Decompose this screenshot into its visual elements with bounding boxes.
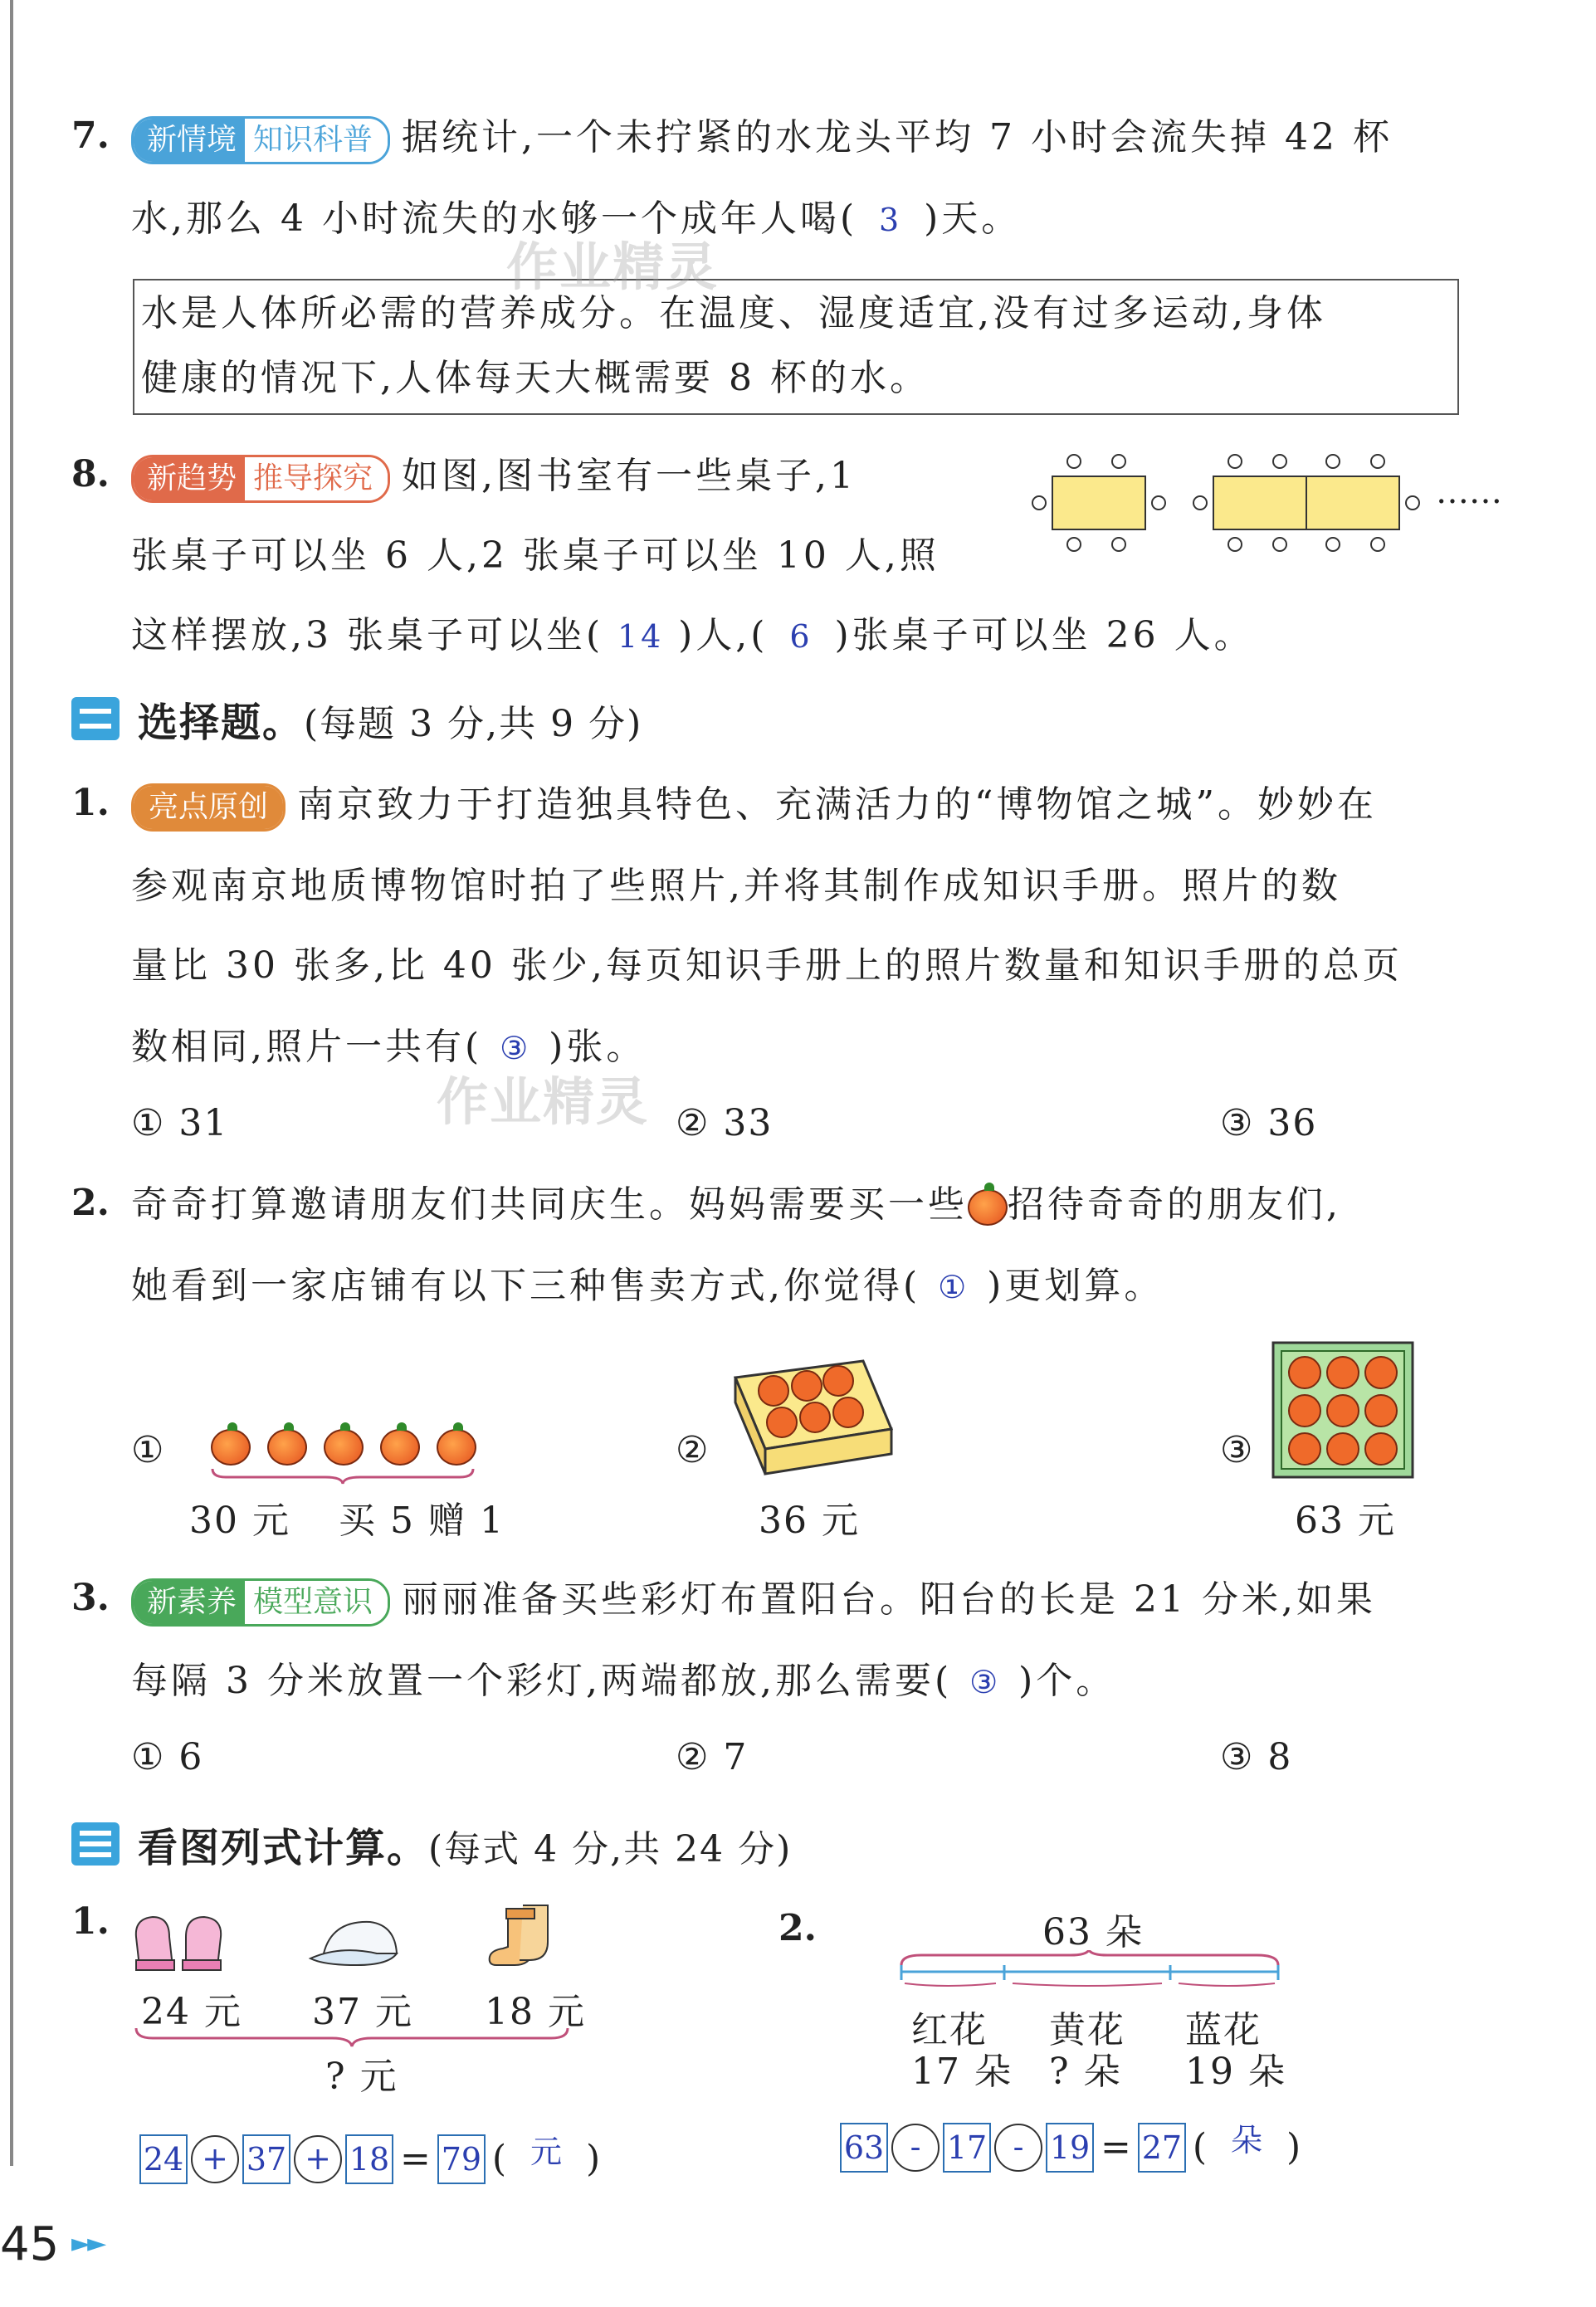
equation-1 xyxy=(139,2126,607,2184)
eq-box: 63 xyxy=(840,2123,888,2173)
question-text: 南京致力于打造独具特色、充满活力的“博物馆之城”。妙妙在 xyxy=(297,783,1378,826)
unit-answer: 朵 xyxy=(1231,2122,1263,2158)
question-text: 每隔 3 分米放置一个彩灯,两端都放,那么需要( xyxy=(131,1660,953,1702)
eq-operator: - xyxy=(994,2124,1042,2172)
value-red-flowers: 17 朵 xyxy=(911,2051,1013,2093)
page-number: 45 xyxy=(0,2217,60,2271)
eq-equals: = xyxy=(1101,2126,1131,2168)
question-text: )天。 xyxy=(924,198,1022,240)
tag-new-trend xyxy=(131,455,390,503)
question-text: 奇奇打算邀请朋友们共同庆生。妈妈需要买一些 xyxy=(131,1183,968,1226)
option-1: ① 6 xyxy=(131,1736,204,1778)
page-edge-line xyxy=(10,0,13,2166)
orange-icon xyxy=(380,1429,420,1466)
eq-box: 19 xyxy=(1046,2123,1094,2173)
two-tables xyxy=(1193,455,1419,551)
nine-orange-box xyxy=(1270,1339,1416,1480)
option-3: ③ 8 xyxy=(1220,1736,1293,1778)
question-text: 参观南京地质博物馆时拍了些照片,并将其制作成知识手册。照片的数 xyxy=(131,865,1341,907)
tag-label: 新情境 xyxy=(134,119,245,162)
tag-label: 新趋势 xyxy=(134,457,245,500)
eq-result-box: 79 xyxy=(437,2134,486,2184)
question-text: )张桌子可以坐 26 人。 xyxy=(834,614,1254,656)
option-2-price: 36 元 xyxy=(759,1500,860,1542)
equation-2 xyxy=(840,2114,1307,2173)
option-2: ② 7 xyxy=(676,1736,749,1778)
arrows-icon: ►► xyxy=(71,2229,104,2258)
answer: ① xyxy=(938,1269,970,1305)
unit-open: ( xyxy=(491,2138,507,2180)
tag-new-literacy xyxy=(131,1578,390,1627)
total-flowers: 63 朵 xyxy=(1042,1911,1144,1953)
answer: 6 xyxy=(789,618,813,655)
question-number: 3. xyxy=(71,1577,110,1619)
question-text: 量比 30 张多,比 40 张少,每页知识手册上的照片数量和知识手册的总页 xyxy=(131,944,1403,987)
option-2-label: ② xyxy=(676,1429,710,1471)
orange-icon xyxy=(324,1429,364,1466)
cap-icon xyxy=(307,1914,407,1972)
section-two-title: 选择题。(每题 3 分,共 9 分) xyxy=(138,700,643,746)
brace xyxy=(209,1466,476,1485)
section-three-icon xyxy=(71,1822,120,1866)
question-text: 据统计,一个未拧紧的水龙头平均 7 小时会流失掉 42 杯 xyxy=(402,116,1393,159)
eq-operator: + xyxy=(191,2135,239,2183)
eq-operator: + xyxy=(294,2135,342,2183)
eq-box: 18 xyxy=(345,2134,393,2184)
s2-question-1-line1 xyxy=(131,780,1377,832)
price-cap: 37 元 xyxy=(312,1991,413,2033)
tag-sublabel: 推导探究 xyxy=(245,457,388,500)
question-number: 2. xyxy=(71,1182,110,1224)
ellipsis: …… xyxy=(1436,473,1502,511)
info-text: 水是人体所必需的营养成分。在温度、湿度适宜,没有过多运动,身体 xyxy=(141,292,1326,334)
orange-icon xyxy=(267,1429,307,1466)
question-number: 2. xyxy=(778,1907,817,1949)
option-1-label: ① xyxy=(131,1429,166,1471)
mittens-icon xyxy=(128,1909,236,1975)
price-mittens: 24 元 xyxy=(141,1991,242,2033)
tag-sublabel: 知识科普 xyxy=(245,119,388,162)
section-score: (每式 4 分,共 24 分) xyxy=(428,1828,793,1870)
answer: 3 xyxy=(879,202,903,238)
question-text: )更划算。 xyxy=(987,1265,1164,1307)
tag-label: 亮点原创 xyxy=(134,786,283,829)
s2-question-3-line2 xyxy=(131,1656,1115,1707)
question-text: 她看到一家店铺有以下三种售卖方式,你觉得( xyxy=(131,1265,921,1307)
unit-open: ( xyxy=(1192,2126,1208,2168)
answer: ③ xyxy=(500,1030,532,1066)
question-8-line1 xyxy=(131,451,857,503)
question-text: )个。 xyxy=(1018,1660,1116,1702)
tag-label: 新素养 xyxy=(134,1581,245,1624)
question-8-line3 xyxy=(131,611,1254,661)
option-2: ② 33 xyxy=(676,1102,774,1144)
s2-question-3-line1 xyxy=(131,1575,1376,1627)
eq-box: 17 xyxy=(943,2123,991,2173)
value-yellow-flowers: ? 朵 xyxy=(1049,2051,1122,2093)
one-table xyxy=(1032,455,1165,551)
question-text: 丽丽准备买些彩灯布置阳台。阳台的长是 21 分米,如果 xyxy=(402,1578,1376,1621)
value-blue-flowers: 19 朵 xyxy=(1185,2051,1286,2093)
question-text: )张。 xyxy=(549,1026,647,1068)
info-text: 健康的情况下,人体每天大概需要 8 杯的水。 xyxy=(141,357,930,399)
question-7-line1 xyxy=(131,113,1393,164)
question-text: 水,那么 4 小时流失的水够一个成年人喝( xyxy=(131,198,858,240)
option-1-promo: 买 5 赠 1 xyxy=(339,1500,505,1542)
eq-equals: = xyxy=(400,2138,431,2180)
unit-close: ) xyxy=(586,2138,601,2180)
tag-highlight-original xyxy=(131,783,286,832)
question-text: 这样摆放,3 张桌子可以坐( xyxy=(131,614,604,656)
unit-answer: 元 xyxy=(530,2134,563,2170)
label-blue-flowers: 蓝花 xyxy=(1185,2009,1262,2051)
question-number: 8. xyxy=(71,453,110,495)
label-red-flowers: 红花 xyxy=(911,2009,988,2051)
section-two-icon xyxy=(71,697,120,740)
answer: ③ xyxy=(969,1664,1002,1700)
six-orange-box xyxy=(730,1349,896,1482)
question-text: 张桌子可以坐 6 人,2 张桌子可以坐 10 人,照 xyxy=(131,534,940,577)
watermark: 作业精灵 xyxy=(506,237,720,297)
eq-operator: - xyxy=(891,2124,940,2172)
option-3: ③ 36 xyxy=(1220,1102,1318,1144)
question-number: 7. xyxy=(71,115,110,157)
question-text: 招待奇奇的朋友们, xyxy=(1008,1183,1341,1226)
label-yellow-flowers: 黄花 xyxy=(1049,2009,1125,2051)
watermark: 作业精灵 xyxy=(437,1071,650,1132)
answer: 14 xyxy=(617,618,665,655)
question-number: 1. xyxy=(71,1900,110,1943)
question-text: )人,( xyxy=(678,614,769,656)
section-three-title: 看图列式计算。(每式 4 分,共 24 分) xyxy=(138,1825,793,1871)
price-socks: 18 元 xyxy=(485,1991,586,2033)
five-oranges xyxy=(211,1429,485,1469)
eq-box: 24 xyxy=(139,2134,188,2184)
total-price: ? 元 xyxy=(325,2056,398,2098)
info-box xyxy=(133,279,1459,415)
option-1-price: 30 元 xyxy=(189,1500,290,1542)
orange-icon xyxy=(437,1429,476,1466)
socks-icon xyxy=(485,1902,568,1973)
s2-question-2-line2 xyxy=(131,1261,1164,1312)
s2-question-2-line1 xyxy=(131,1180,1341,1230)
orange-icon xyxy=(211,1429,251,1466)
tag-new-context xyxy=(131,116,390,164)
eq-result-box: 27 xyxy=(1138,2123,1186,2173)
tag-sublabel: 模型意识 xyxy=(245,1581,388,1624)
option-1: ① 31 xyxy=(131,1102,229,1144)
option-3-label: ③ xyxy=(1220,1429,1255,1471)
question-text: 如图,图书室有一些桌子,1 xyxy=(402,455,857,497)
segment-diagram xyxy=(896,1950,1283,1988)
orange-icon xyxy=(968,1189,1008,1226)
section-score: (每题 3 分,共 9 分) xyxy=(304,703,643,745)
option-3-price: 63 元 xyxy=(1295,1500,1396,1542)
question-text: 数相同,照片一共有( xyxy=(131,1026,483,1068)
unit-close: ) xyxy=(1286,2126,1301,2168)
question-number: 1. xyxy=(71,782,110,824)
eq-box: 37 xyxy=(242,2134,290,2184)
